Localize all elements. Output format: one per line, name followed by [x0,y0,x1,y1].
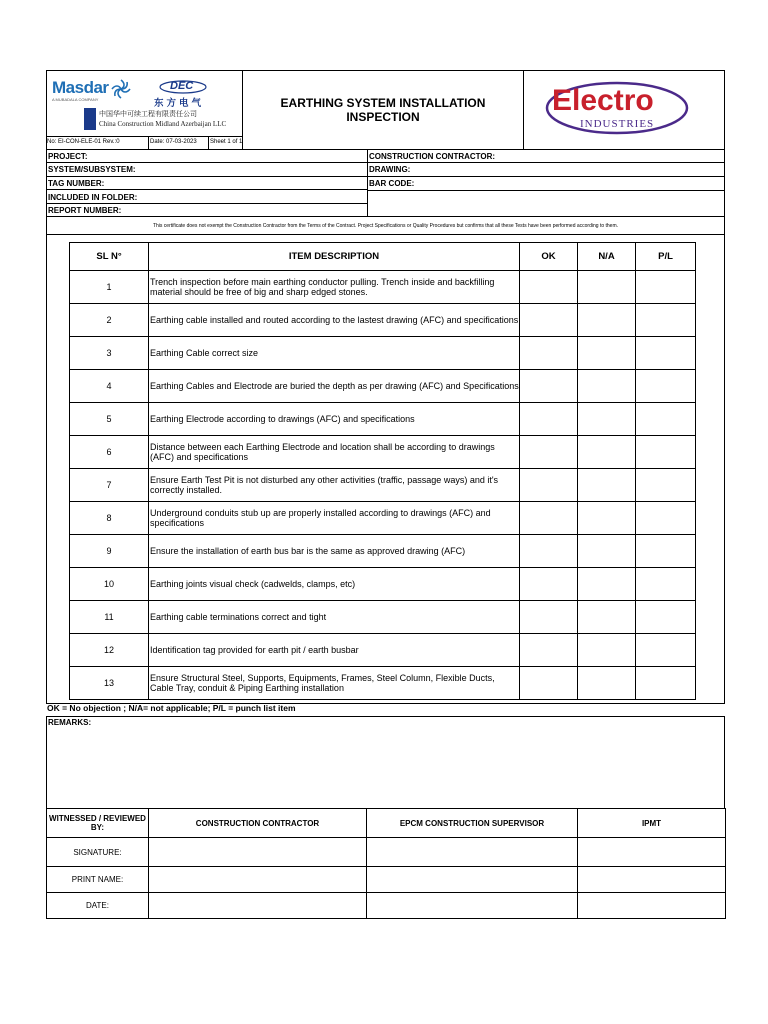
bar-code-label: BAR CODE: [369,179,415,188]
ok-cell[interactable] [520,370,578,403]
remarks-label: REMARKS: [48,718,92,727]
legend-note: OK = No objection ; N/A= not applicable; P/L = punch list item [47,703,296,713]
contractor-label: CONSTRUCTION CONTRACTOR: [369,152,496,161]
na-cell[interactable] [578,601,636,634]
pl-cell[interactable] [636,271,696,304]
ok-cell[interactable] [520,601,578,634]
na-cell[interactable] [578,403,636,436]
na-cell[interactable] [578,535,636,568]
na-cell[interactable] [578,502,636,535]
epcm-header: EPCM CONSTRUCTION SUPERVISOR [367,809,578,838]
na-cell[interactable] [578,337,636,370]
na-cell[interactable] [578,370,636,403]
na-cell[interactable] [578,469,636,502]
date-field[interactable] [367,893,578,919]
signature-field[interactable] [367,838,578,867]
ok-cell[interactable] [520,271,578,304]
ok-cell[interactable] [520,535,578,568]
pl-cell[interactable] [636,535,696,568]
system-label: SYSTEM/SUBSYSTEM: [48,165,136,174]
report-number-label: REPORT NUMBER: [48,206,122,215]
col-na: N/A [578,243,636,271]
signature-field[interactable] [578,838,726,867]
na-cell[interactable] [578,304,636,337]
date-field[interactable] [149,893,367,919]
table-row: 12 Identification tag provided for earth pit / earth busbar [70,634,696,667]
contractor-header: CONSTRUCTION CONTRACTOR [149,809,367,838]
ok-cell[interactable] [520,436,578,469]
na-cell[interactable] [578,667,636,700]
ok-cell[interactable] [520,667,578,700]
table-row: 1 Trench inspection before main earthing conductor pulling. Trench inside and backfilling material should be free of big and sharp edged stones. [70,271,696,304]
table-row: 4 Earthing Cables and Electrode are buried the depth as per drawing (AFC) and Specifications [70,370,696,403]
doc-sheet: Sheet 1 of 1 [210,139,243,145]
table-row: 5 Earthing Electrode according to drawings (AFC) and specifications [70,403,696,436]
pl-cell[interactable] [636,304,696,337]
pl-cell[interactable] [636,634,696,667]
signature-field[interactable] [149,838,367,867]
pl-cell[interactable] [636,502,696,535]
masdar-flower-icon [110,78,132,100]
table-row: 3 Earthing Cable correct size [70,337,696,370]
ok-cell[interactable] [520,502,578,535]
pl-cell[interactable] [636,469,696,502]
na-cell[interactable] [578,568,636,601]
table-row: 2 Earthing cable installed and routed according to the lastest drawing (AFC) and specifications [70,304,696,337]
na-cell[interactable] [578,271,636,304]
electro-logo: Electro INDUSTRIES [540,78,690,138]
project-label: PROJECT: [48,152,88,161]
witnessed-label: WITNESSED / REVIEWED BY: [47,809,149,838]
doc-number: No: EI-CON-ELE-01 Rev.:0 [47,139,120,145]
pl-cell[interactable] [636,667,696,700]
ok-cell[interactable] [520,403,578,436]
table-row: 7 Ensure Earth Test Pit is not disturbed any other activities (traffic, passage ways) and it's correctly installed. [70,469,696,502]
pl-cell[interactable] [636,436,696,469]
date-label: DATE: [47,893,149,919]
dec-logo: DEC 东方电气 [154,80,205,109]
ok-cell[interactable] [520,568,578,601]
masdar-logo: Masdar A MUBADALA COMPANY [52,78,132,106]
ok-cell[interactable] [520,304,578,337]
table-row: 9 Ensure the installation of earth bus bar is the same as approved drawing (AFC) [70,535,696,568]
pl-cell[interactable] [636,601,696,634]
table-row: 8 Underground conduits stub up are properly installed according to drawings (AFC) and specifications [70,502,696,535]
table-row: 13 Ensure Structural Steel, Supports, Equipments, Frames, Steel Column, Flexible Ducts, Cable Tray, conduit & Piping Earthing installation [70,667,696,700]
doc-date: Date: 07-03-2023 [150,139,197,145]
signature-label: SIGNATURE: [47,838,149,867]
pl-cell[interactable] [636,403,696,436]
disclaimer: This certificate does not exempt the Construction Contractor from the Terms of the Contract. Project Specifications or Quality Procedures but confirms that all these Tests have been performed according to them. [46,216,725,235]
drawing-label: DRAWING: [369,165,411,174]
print-name-field[interactable] [149,867,367,893]
table-row: 11 Earthing cable terminations correct and tight [70,601,696,634]
pl-cell[interactable] [636,370,696,403]
ipmt-header: IPMT [578,809,726,838]
ccc-logo: 中国华中可续工程有限责任公司 China Construction Midland Azerbaijan LLC [84,106,214,134]
col-ok: OK [520,243,578,271]
pl-cell[interactable] [636,568,696,601]
checklist-table [69,242,696,700]
ok-cell[interactable] [520,337,578,370]
folder-label: INCLUDED IN FOLDER: [48,193,138,202]
col-pl: P/L [636,243,696,271]
page-title: EARTHING SYSTEM INSTALLATION INSPECTION [280,96,486,124]
signoff-table [46,808,726,919]
print-name-field[interactable] [578,867,726,893]
na-cell[interactable] [578,436,636,469]
date-field[interactable] [578,893,726,919]
tag-number-label: TAG NUMBER: [48,179,105,188]
print-name-field[interactable] [367,867,578,893]
pl-cell[interactable] [636,337,696,370]
col-sl: SL N° [70,243,149,271]
table-row: 6 Distance between each Earthing Electrode and location shall be according to drawings (AFC) and specifications [70,436,696,469]
col-description: ITEM DESCRIPTION [149,243,520,271]
table-row: 10 Earthing joints visual check (cadwelds, clamps, etc) [70,568,696,601]
print-name-label: PRINT NAME: [47,867,149,893]
na-cell[interactable] [578,634,636,667]
ok-cell[interactable] [520,634,578,667]
remarks-box[interactable] [46,716,725,809]
ok-cell[interactable] [520,469,578,502]
